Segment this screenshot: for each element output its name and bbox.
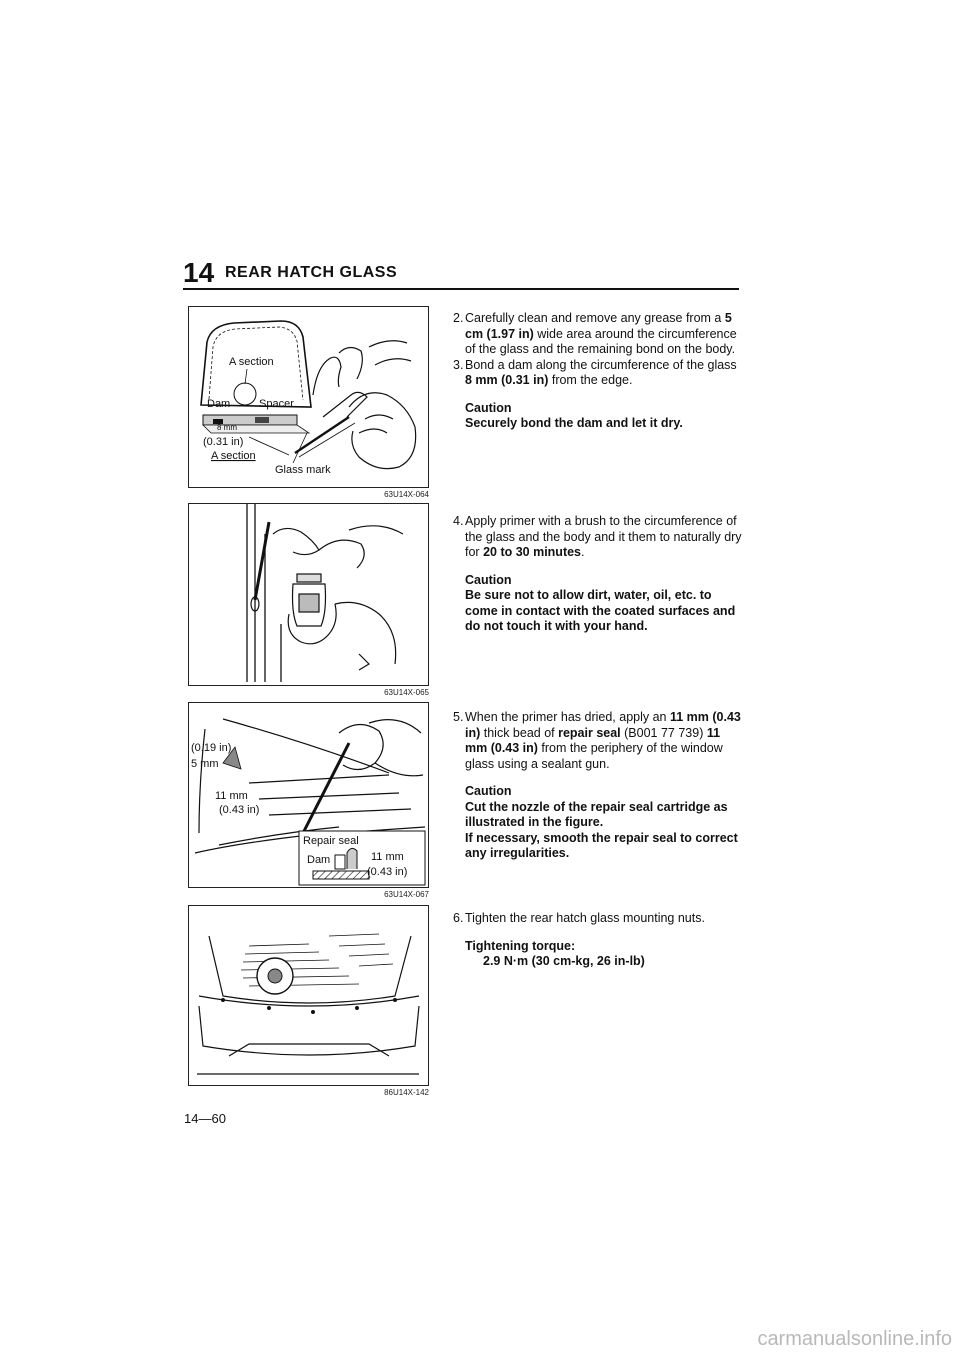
dam-bonding-illustration: [189, 307, 427, 486]
section-title: REAR HATCH GLASS: [225, 264, 398, 281]
mm-label: 8 mm: [217, 423, 237, 432]
body-panel-lines: [247, 504, 281, 682]
tightening-torque: [453, 939, 745, 970]
caution-heading: Caution: [465, 784, 512, 798]
a-section-label-top: A section: [229, 356, 274, 368]
mm-11-label: 11 mm: [215, 790, 248, 802]
caution-text: Securely bond the dam and let it dry.: [465, 416, 683, 430]
caution-heading: Caution: [465, 400, 512, 415]
nut-icon: [268, 969, 282, 983]
figure-code-2: 63U14X-065: [384, 688, 429, 697]
step-5: 5. When the primer has dried, apply an 11 mm (0.43 in) thick bead of repair seal (B001 77 739) 11 mm (0.43 in) from the periphery of the window glass using a sealant gun. Caution Cut the nozzle of the repair seal cartridge as illustrated in the figure. If necessary, smooth the repair seal to correct any irregularities.: [453, 710, 745, 862]
a-section-label-bottom: A section: [211, 450, 256, 462]
caution-line-2: If necessary, smooth the repair seal to correct any irregularities.: [465, 830, 738, 860]
figure-dam-bonding: [188, 306, 429, 488]
sealant-gun-hand: [301, 720, 423, 837]
page-number: 14—60: [184, 1111, 226, 1126]
caution-line-1: Cut the nozzle of the repair seal cartridge as illustrated in the figure.: [465, 799, 728, 829]
mm-11b-label: 11 mm: [371, 851, 404, 863]
repair-seal-label: Repair seal: [303, 835, 359, 847]
dam-label-2: Dam: [307, 854, 331, 866]
figure-repair-seal: [188, 702, 429, 888]
mm-5-label: 5 mm: [191, 758, 219, 770]
figure-code-1: 63U14X-064: [384, 490, 429, 499]
primer-illustration: [189, 504, 427, 684]
spacer-label: Spacer: [259, 398, 294, 410]
watermark: carmanualsonline.info: [757, 1328, 952, 1350]
inch-043b-label: (0.43 in): [367, 866, 408, 878]
glass-mark-label: Glass mark: [275, 464, 331, 476]
section-header: [183, 258, 739, 290]
figure-mounting-nuts: [188, 905, 429, 1086]
inch-019-label: (0.19 in): [191, 742, 232, 754]
inch-043-label: (0.43 in): [219, 804, 260, 816]
section-circle: [234, 383, 256, 405]
torque-label: Tightening torque:: [465, 938, 576, 953]
inch-label: (0.31 in): [203, 436, 244, 448]
rear-hatch-illustration: [189, 906, 427, 1084]
hand-drawing: [295, 341, 416, 469]
steps-2-3: [453, 311, 745, 432]
figure-code-3: 63U14X-067: [384, 890, 429, 899]
step-6: 6. Tighten the rear hatch glass mounting nuts. Tightening torque: 2.9 N·m (30 cm-kg, 26 in-lb): [453, 911, 745, 970]
hatch-outline: [197, 936, 419, 1074]
primer-bottle: [293, 574, 326, 626]
torque-value: 2.9 N·m (30 cm-kg, 26 in-lb): [483, 954, 645, 968]
spacer-block: [255, 417, 269, 423]
dam-label: Dam: [207, 398, 231, 410]
step-4: 4. Apply primer with a brush to the circumference of the glass and the body and it them to naturally dry for 20 to 30 minutes. Caution Be sure not to allow dirt, water, oil, etc. to come in contact with the coated surfaces and do not touch it with your hand.: [453, 514, 745, 635]
caution-text: Be sure not to allow dirt, water, oil, etc. to come in contact with the coated surfaces and do not touch it with your hand.: [465, 588, 736, 633]
figure-code-4: 86U14X-142: [384, 1088, 429, 1097]
caution-heading: Caution: [465, 572, 512, 587]
section-number: 14: [183, 257, 215, 288]
step-3: 3. Bond a dam along the circumference of the glass 8 mm (0.31 in) from the edge. Caution Securely bond the dam and let it dry.: [453, 358, 745, 432]
step-2: 2. Carefully clean and remove any grease from a 5 cm (1.97 in) wide area around the circumference of the glass and the remaining bond on the body.: [453, 311, 737, 356]
figure-primer-application: [188, 503, 429, 686]
repair-seal-illustration: [189, 703, 427, 886]
